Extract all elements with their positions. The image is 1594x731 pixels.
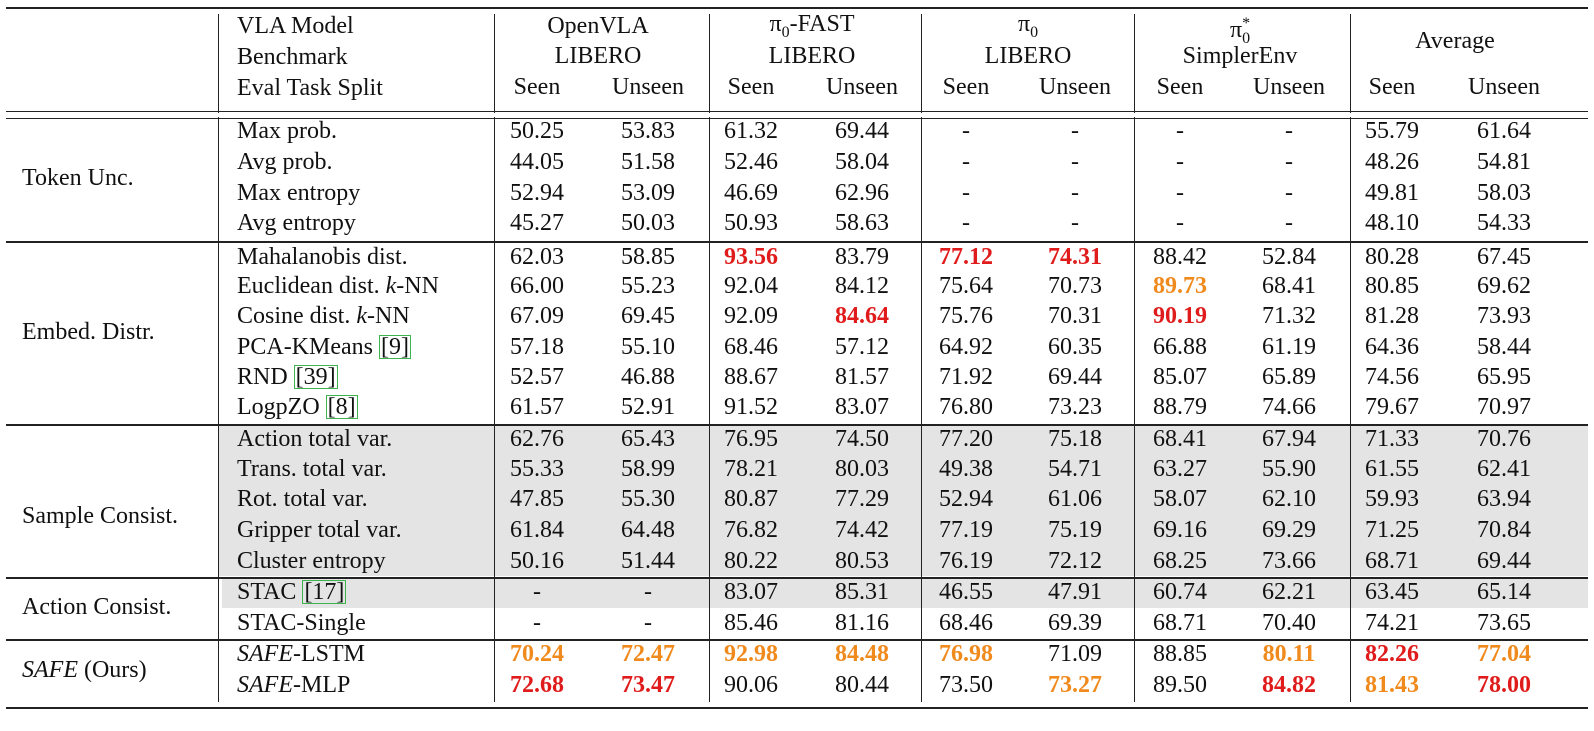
value-cell: 52.94 — [510, 180, 564, 206]
value-cell: 88.67 — [724, 364, 778, 390]
split-label: Seen — [513, 74, 561, 100]
value-cell: 70.76 — [1477, 426, 1531, 452]
value-cell: 70.73 — [1048, 273, 1102, 299]
value-cell: 50.25 — [510, 118, 564, 144]
citation-link[interactable]: [9] — [381, 334, 409, 360]
value-cell: 88.42 — [1153, 244, 1207, 270]
value-cell: 44.05 — [510, 149, 564, 175]
value-cell: 58.63 — [835, 210, 889, 236]
value-cell: 62.96 — [835, 180, 889, 206]
value-cell: 77.12 — [939, 244, 993, 270]
value-cell: - — [1285, 210, 1293, 236]
group-label: Token Unc. — [22, 165, 134, 191]
value-cell: 65.89 — [1262, 364, 1316, 390]
value-cell: 74.31 — [1048, 244, 1102, 270]
value-cell: 79.67 — [1365, 394, 1419, 420]
method-name: SAFE-LSTM — [237, 641, 365, 667]
value-cell: 64.36 — [1365, 334, 1419, 360]
value-cell: 58.03 — [1477, 180, 1531, 206]
value-cell: - — [962, 118, 970, 144]
value-cell: 80.87 — [724, 486, 778, 512]
value-cell: 58.85 — [621, 244, 675, 270]
value-cell: 49.81 — [1365, 180, 1419, 206]
value-cell: 81.43 — [1365, 672, 1419, 698]
value-cell: 80.53 — [835, 548, 889, 574]
value-cell: 90.06 — [724, 672, 778, 698]
value-cell: 92.09 — [724, 303, 778, 329]
method-name: Max prob. — [237, 118, 337, 144]
value-cell: 50.93 — [724, 210, 778, 236]
value-cell: 50.03 — [621, 210, 675, 236]
value-cell: 46.55 — [939, 579, 993, 605]
value-cell: 65.95 — [1477, 364, 1531, 390]
value-cell: 69.44 — [1048, 364, 1102, 390]
vertical-rule — [218, 14, 219, 702]
method-name: STAC-Single — [237, 610, 366, 636]
method-name: Trans. total var. — [237, 456, 387, 482]
value-cell: 68.71 — [1365, 548, 1419, 574]
value-cell: 55.30 — [621, 486, 675, 512]
value-cell: 69.29 — [1262, 517, 1316, 543]
value-cell: 61.84 — [510, 517, 564, 543]
value-cell: - — [1176, 149, 1184, 175]
split-label: Seen — [727, 74, 775, 100]
value-cell: 74.66 — [1262, 394, 1316, 420]
split-label: Unseen — [1468, 74, 1540, 100]
value-cell: 49.38 — [939, 456, 993, 482]
value-cell: 92.98 — [724, 641, 778, 667]
value-cell: 51.44 — [621, 548, 675, 574]
value-cell: 52.84 — [1262, 244, 1316, 270]
value-cell: 73.93 — [1477, 303, 1531, 329]
value-cell: 61.55 — [1365, 456, 1419, 482]
value-cell: 71.32 — [1262, 303, 1316, 329]
value-cell: 68.41 — [1153, 426, 1207, 452]
value-cell: - — [962, 210, 970, 236]
value-cell: 80.28 — [1365, 244, 1419, 270]
method-name: Avg entropy — [237, 210, 356, 236]
value-cell: 72.47 — [621, 641, 675, 667]
citation-link[interactable]: [17] — [304, 579, 345, 605]
value-cell: 69.39 — [1048, 610, 1102, 636]
value-cell: 81.28 — [1365, 303, 1419, 329]
value-cell: 80.22 — [724, 548, 778, 574]
value-cell: 69.16 — [1153, 517, 1207, 543]
value-cell: 78.00 — [1477, 672, 1531, 698]
value-cell: 48.26 — [1365, 149, 1419, 175]
value-cell: 45.27 — [510, 210, 564, 236]
value-cell: 68.46 — [939, 610, 993, 636]
value-cell: 74.21 — [1365, 610, 1419, 636]
value-cell: 57.18 — [510, 334, 564, 360]
value-cell: 77.20 — [939, 426, 993, 452]
value-cell: 58.07 — [1153, 486, 1207, 512]
value-cell: - — [1285, 180, 1293, 206]
value-cell: 76.19 — [939, 548, 993, 574]
value-cell: 80.85 — [1365, 273, 1419, 299]
vertical-rule — [709, 14, 710, 702]
method-name: Mahalanobis dist. — [237, 244, 408, 270]
value-cell: 47.85 — [510, 486, 564, 512]
value-cell: 70.40 — [1262, 610, 1316, 636]
model-name: OpenVLA — [547, 13, 649, 39]
value-cell: - — [962, 149, 970, 175]
group-label: Action Consist. — [22, 594, 172, 620]
value-cell: 76.80 — [939, 394, 993, 420]
value-cell: 58.04 — [835, 149, 889, 175]
value-cell: 64.48 — [621, 517, 675, 543]
value-cell: 61.64 — [1477, 118, 1531, 144]
value-cell: 55.10 — [621, 334, 675, 360]
value-cell: 84.48 — [835, 641, 889, 667]
value-cell: 84.12 — [835, 273, 889, 299]
value-cell: 67.09 — [510, 303, 564, 329]
value-cell: 69.44 — [1477, 548, 1531, 574]
value-cell: 53.09 — [621, 180, 675, 206]
method-name: Cluster entropy — [237, 548, 386, 574]
value-cell: 74.56 — [1365, 364, 1419, 390]
value-cell: 67.45 — [1477, 244, 1531, 270]
value-cell: 71.33 — [1365, 426, 1419, 452]
value-cell: 90.19 — [1153, 303, 1207, 329]
value-cell: 71.09 — [1048, 641, 1102, 667]
benchmark-name: SimplerEnv — [1182, 43, 1298, 69]
method-name: Euclidean dist. k-NN — [237, 273, 439, 299]
vertical-rule — [1134, 14, 1135, 702]
value-cell: 51.58 — [621, 149, 675, 175]
value-cell: 75.64 — [939, 273, 993, 299]
split-label: Unseen — [1039, 74, 1111, 100]
value-cell: 81.16 — [835, 610, 889, 636]
value-cell: 80.03 — [835, 456, 889, 482]
header-row-label: VLA Model — [237, 13, 354, 39]
value-cell: 62.10 — [1262, 486, 1316, 512]
value-cell: 72.68 — [510, 672, 564, 698]
value-cell: 55.90 — [1262, 456, 1316, 482]
value-cell: 71.92 — [939, 364, 993, 390]
value-cell: 76.98 — [939, 641, 993, 667]
value-cell: 77.19 — [939, 517, 993, 543]
method-name: Avg prob. — [237, 149, 333, 175]
value-cell: 54.71 — [1048, 456, 1102, 482]
method-name: SAFE-MLP — [237, 672, 351, 698]
value-cell: 70.24 — [510, 641, 564, 667]
value-cell: 70.97 — [1477, 394, 1531, 420]
value-cell: 83.79 — [835, 244, 889, 270]
value-cell: - — [1071, 180, 1079, 206]
model-name: $\pi_0$ — [1017, 11, 1039, 41]
value-cell: 66.00 — [510, 273, 564, 299]
value-cell: 54.81 — [1477, 149, 1531, 175]
value-cell: 50.16 — [510, 548, 564, 574]
value-cell: 60.74 — [1153, 579, 1207, 605]
value-cell: 76.82 — [724, 517, 778, 543]
value-cell: 62.41 — [1477, 456, 1531, 482]
value-cell: 52.46 — [724, 149, 778, 175]
value-cell: 84.64 — [835, 303, 889, 329]
value-cell: 74.42 — [835, 517, 889, 543]
split-label: Seen — [1156, 74, 1204, 100]
value-cell: 85.07 — [1153, 364, 1207, 390]
value-cell: 83.07 — [724, 579, 778, 605]
value-cell: 66.88 — [1153, 334, 1207, 360]
value-cell: 75.18 — [1048, 426, 1102, 452]
method-name: Action total var. — [237, 426, 393, 452]
value-cell: 55.23 — [621, 273, 675, 299]
value-cell: 55.79 — [1365, 118, 1419, 144]
value-cell: 88.85 — [1153, 641, 1207, 667]
method-name: Rot. total var. — [237, 486, 368, 512]
header-row-label: Eval Task Split — [237, 75, 383, 101]
value-cell: 93.56 — [724, 244, 778, 270]
group-label: Embed. Distr. — [22, 319, 155, 345]
value-cell: 62.76 — [510, 426, 564, 452]
split-label: Unseen — [826, 74, 898, 100]
value-cell: - — [533, 579, 541, 605]
value-cell: 59.93 — [1365, 486, 1419, 512]
value-cell: 64.92 — [939, 334, 993, 360]
value-cell: 73.47 — [621, 672, 675, 698]
vertical-rule — [1350, 14, 1351, 702]
benchmark-name: LIBERO — [554, 43, 642, 69]
value-cell: 55.33 — [510, 456, 564, 482]
citation-link[interactable]: [39] — [295, 364, 336, 390]
value-cell: 71.25 — [1365, 517, 1419, 543]
method-name: STAC [17] — [237, 579, 345, 605]
value-cell: 80.11 — [1262, 641, 1316, 667]
value-cell: 68.71 — [1153, 610, 1207, 636]
value-cell: 73.65 — [1477, 610, 1531, 636]
value-cell: 63.45 — [1365, 579, 1419, 605]
value-cell: 91.52 — [724, 394, 778, 420]
value-cell: - — [1071, 210, 1079, 236]
vertical-rule — [921, 14, 922, 702]
value-cell: 70.84 — [1477, 517, 1531, 543]
citation-link[interactable]: [8] — [327, 394, 356, 420]
value-cell: - — [533, 610, 541, 636]
value-cell: 81.57 — [835, 364, 889, 390]
value-cell: 68.25 — [1153, 548, 1207, 574]
split-label: Unseen — [1253, 74, 1325, 100]
value-cell: - — [1176, 118, 1184, 144]
split-label: Unseen — [612, 74, 684, 100]
value-cell: - — [1176, 180, 1184, 206]
value-cell: 61.32 — [724, 118, 778, 144]
value-cell: 77.04 — [1477, 641, 1531, 667]
method-name: Gripper total var. — [237, 517, 402, 543]
value-cell: - — [644, 610, 652, 636]
value-cell: 92.04 — [724, 273, 778, 299]
model-name: $\pi^*_0$ — [1229, 15, 1251, 47]
value-cell: 53.83 — [621, 118, 675, 144]
value-cell: 68.46 — [724, 334, 778, 360]
value-cell: 63.27 — [1153, 456, 1207, 482]
value-cell: 83.07 — [835, 394, 889, 420]
value-cell: 75.76 — [939, 303, 993, 329]
split-label: Seen — [942, 74, 990, 100]
value-cell: 88.79 — [1153, 394, 1207, 420]
value-cell: - — [644, 579, 652, 605]
value-cell: 61.19 — [1262, 334, 1316, 360]
value-cell: 61.57 — [510, 394, 564, 420]
value-cell: 58.99 — [621, 456, 675, 482]
value-cell: - — [1285, 149, 1293, 175]
value-cell: 69.62 — [1477, 273, 1531, 299]
value-cell: 78.21 — [724, 456, 778, 482]
value-cell: 48.10 — [1365, 210, 1419, 236]
method-name: LogpZO [8] — [237, 394, 356, 420]
header-row-label: Benchmark — [237, 44, 348, 70]
value-cell: - — [1285, 118, 1293, 144]
value-cell: 62.03 — [510, 244, 564, 270]
value-cell: 73.66 — [1262, 548, 1316, 574]
value-cell: 89.50 — [1153, 672, 1207, 698]
value-cell: 68.41 — [1262, 273, 1316, 299]
value-cell: 52.91 — [621, 394, 675, 420]
value-cell: 73.27 — [1048, 672, 1102, 698]
model-name: Average — [1415, 28, 1495, 54]
value-cell: 47.91 — [1048, 579, 1102, 605]
value-cell: 58.44 — [1477, 334, 1531, 360]
value-cell: 65.43 — [621, 426, 675, 452]
vertical-rule — [494, 14, 495, 702]
value-cell: 77.29 — [835, 486, 889, 512]
value-cell: 70.31 — [1048, 303, 1102, 329]
value-cell: 73.23 — [1048, 394, 1102, 420]
value-cell: 52.94 — [939, 486, 993, 512]
value-cell: 63.94 — [1477, 486, 1531, 512]
value-cell: 85.46 — [724, 610, 778, 636]
value-cell: 61.06 — [1048, 486, 1102, 512]
value-cell: 72.12 — [1048, 548, 1102, 574]
value-cell: 62.21 — [1262, 579, 1316, 605]
method-name: RND [39] — [237, 364, 336, 390]
value-cell: 57.12 — [835, 334, 889, 360]
value-cell: 60.35 — [1048, 334, 1102, 360]
benchmark-name: LIBERO — [984, 43, 1072, 69]
value-cell: 54.33 — [1477, 210, 1531, 236]
value-cell: - — [1071, 118, 1079, 144]
value-cell: 74.50 — [835, 426, 889, 452]
value-cell: 67.94 — [1262, 426, 1316, 452]
method-name: Max entropy — [237, 180, 361, 206]
value-cell: 85.31 — [835, 579, 889, 605]
value-cell: 75.19 — [1048, 517, 1102, 543]
group-label: Sample Consist. — [22, 503, 179, 529]
value-cell: 80.44 — [835, 672, 889, 698]
benchmark-name: LIBERO — [768, 43, 856, 69]
value-cell: 84.82 — [1262, 672, 1316, 698]
split-label: Seen — [1368, 74, 1416, 100]
value-cell: 89.73 — [1153, 273, 1207, 299]
value-cell: 65.14 — [1477, 579, 1531, 605]
value-cell: 76.95 — [724, 426, 778, 452]
method-name: Cosine dist. k-NN — [237, 303, 410, 329]
model-name: $\pi_0$-FAST — [769, 11, 855, 41]
value-cell: 73.50 — [939, 672, 993, 698]
horizontal-rule — [6, 707, 1588, 709]
value-cell: - — [1071, 149, 1079, 175]
value-cell: 52.57 — [510, 364, 564, 390]
method-name: PCA-KMeans [9] — [237, 334, 409, 360]
value-cell: 69.44 — [835, 118, 889, 144]
value-cell: - — [1176, 210, 1184, 236]
value-cell: 46.88 — [621, 364, 675, 390]
value-cell: - — [962, 180, 970, 206]
value-cell: 82.26 — [1365, 641, 1419, 667]
group-label: SAFE (Ours) — [22, 657, 147, 683]
value-cell: 46.69 — [724, 180, 778, 206]
value-cell: 69.45 — [621, 303, 675, 329]
